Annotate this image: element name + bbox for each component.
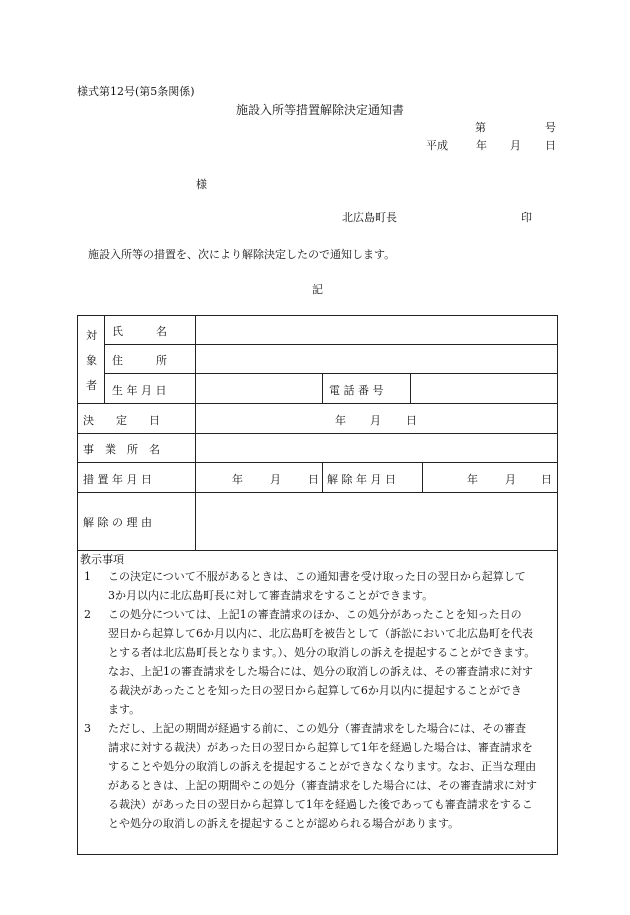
note-number: 3 [84,722,91,735]
col-line [322,462,323,492]
release-date-label: 解 除 年 月 日 [327,473,396,486]
release-day: 日 [541,473,552,486]
office-label: 事 業 所 名 [83,443,160,456]
note-line: があるときは、上記の期間やこの処分（審査請求をした場合には、その審査請求に対す [108,779,537,792]
note-line: なお、上記1の審査請求をした場合には、処分の取消しの訴えは、その審査請求に対す [108,665,533,678]
addressee-suffix: 様 [196,178,207,191]
decision-day: 日 [406,414,417,427]
note-number: 1 [84,570,91,583]
table-border-left [77,315,78,855]
note-line: この決定について不服があるときは、この通知書を受け取った日の翌日から起算して [108,570,526,583]
note-line: ただし、上記の期間が経過する前に、この処分（審査請求をした場合には、その審査 [108,722,526,735]
row-line [77,403,558,404]
decision-month: 月 [370,414,381,427]
note-line: とや処分の取消しの訴えを提起することが認められる場合があります。 [108,817,460,830]
row-line [104,373,558,374]
release-reason-label: 解 除 の 理 由 [83,516,152,529]
row-line [77,550,558,551]
address-label: 住 所 [112,354,167,367]
document-title: 施設入所等措置解除決定通知書 [236,103,405,117]
target-label-1: 対 [86,329,97,342]
name-label: 氏 名 [112,325,167,338]
table-border-bottom [77,854,558,855]
table-border-top [77,315,558,316]
form-number: 様式第12号(第5条関係) [77,85,195,98]
release-month: 月 [505,473,516,486]
note-line: 翌日から起算して6か月以内に、北広島町を被告として（訴訟において北広島町を代表 [108,627,533,640]
doc-no-prefix: 第 [475,121,486,134]
doc-no-suffix: 号 [545,121,556,134]
decision-date-label: 決 定 日 [83,414,160,427]
row-line [77,462,558,463]
notes-list [84,567,554,833]
note-item-1 [84,567,554,605]
target-label-3: 者 [86,379,97,392]
row-line [77,492,558,493]
decision-year: 年 [335,414,346,427]
note-line: 3か月以内に北広島町長に対して審査請求をすることができます。 [108,589,434,602]
col-line [410,373,411,403]
note-number: 2 [84,608,91,621]
col-line [422,462,423,492]
note-line: することや処分の取消しの訴えを提起することができなくなります。なお、正当な理由 [108,760,537,773]
target-label-2: 象 [86,354,97,367]
table-border-right [557,315,558,855]
date-day: 日 [545,139,556,152]
col-line [104,315,105,403]
issuer: 北広島町長 [342,211,397,224]
placement-month: 月 [270,473,281,486]
note-line: とする者は北広島町長となります。）、処分の取消しの訴えを提起することができます。 [108,646,536,659]
note-line: ます。 [108,703,141,716]
date-year: 年 [476,139,487,152]
row-line [77,433,558,434]
placement-date-label: 措 置 年 月 日 [83,473,152,486]
note-line: る裁決）があった日の翌日から起算して1年を経過した後であっても審査請求をするこ [108,798,533,811]
birthdate-label: 生 年 月 日 [112,384,167,397]
note-item-3 [84,719,554,833]
note-line: 請求に対する裁決）があった日の翌日から起算して1年を経過した場合は、審査請求を [108,741,533,754]
seal-mark: 印 [521,211,532,224]
note-item-2 [84,605,554,719]
note-line: この処分については、上記1の審査請求のほか、この処分があったことを知った日の [108,608,522,621]
date-era: 平成 [426,139,448,152]
notes-heading: 教示事項 [80,553,124,566]
date-month: 月 [510,139,521,152]
col-line [195,315,196,550]
placement-year: 年 [232,473,243,486]
record-mark: 記 [312,283,323,296]
col-line [322,373,323,403]
row-line [104,344,558,345]
notice-text: 施設入所等の措置を、次により解除決定したので通知します。 [88,248,396,261]
phone-label: 電 話 番 号 [329,384,384,397]
note-line: る裁決があったことを知った日の翌日から起算して6か月以内に提起することができ [108,684,522,697]
release-year: 年 [467,473,478,486]
placement-day: 日 [308,473,319,486]
